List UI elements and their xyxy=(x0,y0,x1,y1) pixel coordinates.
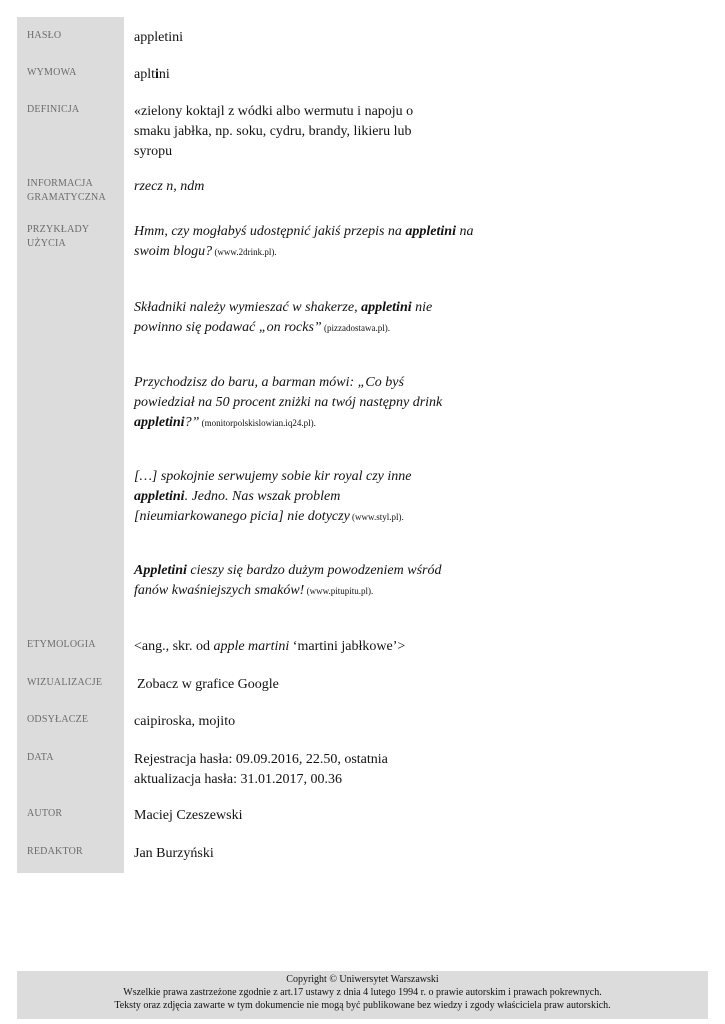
przyklady-label: PRZYKŁADY UŻYCIA xyxy=(27,224,90,249)
example-4: […] spokojnie serwujemy sobie kir royal czy inne appletini. Jedno. Nas wszak problem [nieumiarkowanego picia] nie dotyczy (www.styl.pl). xyxy=(134,469,412,524)
footer-notice: Teksty oraz zdjęcia zawarte w tym dokumencie nie mogą być publikowane bez wiedzy i zgody właściciela praw autorskich. xyxy=(114,1000,611,1011)
example-source: (monitorpolskislowian.iq24.pl). xyxy=(199,418,316,428)
etymologia-label: ETYMOLOGIA xyxy=(27,639,96,650)
wymowa-label: WYMOWA xyxy=(27,67,77,78)
example-source: (www.pitupitu.pl). xyxy=(304,586,374,596)
autor-label: AUTOR xyxy=(27,808,63,819)
data-value: Rejestracja hasła: 09.09.2016, 22.50, ostatnia aktualizacja hasła: 31.01.2017, 00.36 xyxy=(134,752,388,787)
wizualizacje-label: WIZUALIZACJE xyxy=(27,677,103,688)
autor-value: Maciej Czeszewski xyxy=(134,808,243,823)
example-source: (pizzadostawa.pl). xyxy=(321,323,390,333)
odsylacze-value: caipiroska, mojito xyxy=(134,714,236,729)
data-label: DATA xyxy=(27,752,54,763)
example-source: (www.styl.pl). xyxy=(349,512,404,522)
copyright-footer xyxy=(17,971,708,1019)
wymowa-value: apltini xyxy=(134,67,170,82)
informacja-value: rzecz n, ndm xyxy=(134,179,205,194)
definicja-value: «zielony koktajl z wódki albo wermutu i napoju o smaku jabłka, np. soku, cydru, brandy, likieru lub syropu xyxy=(134,104,414,159)
example-2: Składniki należy wymieszać w shakerze, appletini nie powinno się podawać „on rocks” (pizzadostawa.pl). xyxy=(134,300,433,335)
example-3: Przychodzisz do baru, a barman mówi: „Co byś powiedział na 50 procent zniżki na twój następny drink appletini?” (monitorpolskislowian.iq24.pl). xyxy=(134,375,443,430)
haslo-label: HASŁO xyxy=(27,30,62,41)
footer-rights: Wszelkie prawa zastrzeżone zgodnie z art.17 ustawy z dnia 4 lutego 1994 r. o prawie autorskim i prawach pokrewnych. xyxy=(123,987,602,998)
label-sidebar xyxy=(17,17,124,873)
google-images-link[interactable]: Zobacz w grafice Google xyxy=(137,677,279,692)
haslo-value: appletini xyxy=(134,30,183,45)
etymologia-value: <ang., skr. od apple martini ‘martini jabłkowe’> xyxy=(134,639,406,654)
redaktor-label: REDAKTOR xyxy=(27,846,83,857)
odsylacze-label: ODSYŁACZE xyxy=(27,714,89,725)
example-5: Appletini cieszy się bardzo dużym powodzeniem wśród fanów kwaśniejszych smaków! (www.pitupitu.pl). xyxy=(134,563,442,598)
redaktor-value: Jan Burzyński xyxy=(134,846,214,861)
footer-copyright: Copyright © Uniwersytet Warszawski xyxy=(286,974,439,985)
example-source: (www.2drink.pl). xyxy=(212,247,277,257)
example-1: Hmm, czy mogłabyś udostępnić jakiś przepis na appletini na swoim blogu? (www.2drink.pl). xyxy=(134,224,474,259)
informacja-label: INFORMACJA GRAMATYCZNA xyxy=(27,178,106,203)
definicja-label: DEFINICJA xyxy=(27,104,80,115)
